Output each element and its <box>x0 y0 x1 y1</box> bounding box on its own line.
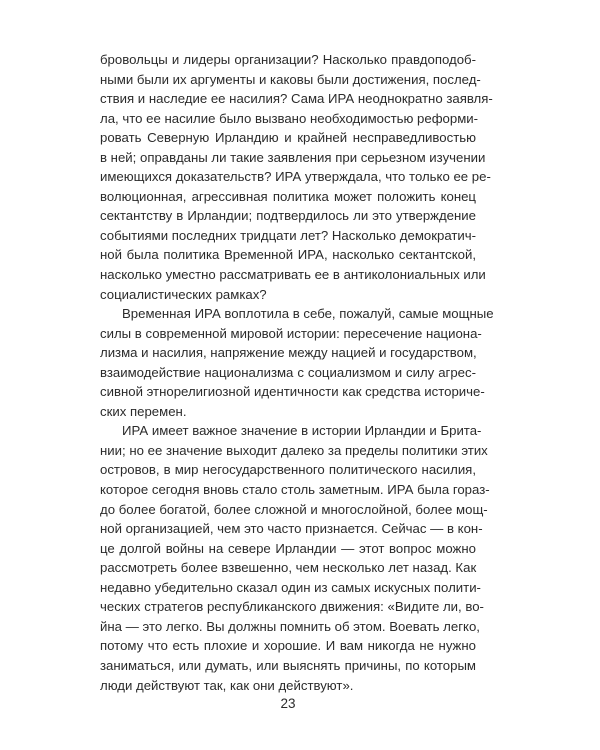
text-line: силы в современной мировой истории: пересечение национа- <box>100 325 482 341</box>
text-line: насколько уместно рассматривать ее в антиколониальных или <box>100 267 486 283</box>
text-line: ными были их аргументы и каковы были достижения, послед- <box>100 71 481 87</box>
text-line: рассмотреть более взвешенно, чем несколько лет назад. Как <box>100 560 477 576</box>
text-line: люди действуют так, как они действуют». <box>100 677 354 693</box>
text-line: ствия и наследие ее насилия? Сама ИРА неоднократно заявля- <box>100 91 493 107</box>
text-line: це долгой войны на севере Ирландии — этот вопрос можно <box>100 540 476 556</box>
text-line: островов, в мир негосударственного политического насилия, <box>100 462 476 478</box>
text-line: ИРА имеет важное значение в истории Ирландии и Брита- <box>122 423 482 439</box>
text-line: ной организацией, чем это часто признается. Сейчас — в кон- <box>100 521 483 537</box>
page-number: 23 <box>280 696 296 711</box>
text-line: волюционная, агрессивная политика может положить конец <box>100 188 476 204</box>
paragraph <box>100 304 494 421</box>
text-line: в ней; оправданы ли такие заявления при серьезном изучении <box>100 149 486 165</box>
text-line: ских перемен. <box>100 403 187 419</box>
text-line: до более богатой, более сложной и многослойной, более мощ- <box>100 501 488 517</box>
text-line: сектантству в Ирландии; подтвердилось ли это утверждение <box>100 208 476 224</box>
text-line: йна — это легко. Вы должны помнить об этом. Воевать легко, <box>100 618 480 634</box>
text-line: недавно убедительно сказал один из самых искусных полити- <box>100 579 481 595</box>
text-line: сивной этнорелигиозной идентичности как средства историче- <box>100 384 485 400</box>
text-line: событиями последних тридцати лет? Насколько демократич- <box>100 227 477 243</box>
paragraph <box>100 50 493 304</box>
text-line: имеющихся доказательств? ИРА утверждала, что только ее ре- <box>100 169 491 185</box>
body-text <box>100 50 494 695</box>
text-line: лизма и насилия, напряжение между нацией и государством, <box>100 345 477 361</box>
paragraph <box>100 421 490 695</box>
text-line: ческих стратегов республиканского движения: «Видите ли, во- <box>100 599 484 615</box>
text-line: заниматься, или думать, или выяснять причины, по которым <box>100 657 476 673</box>
text-line: ровать Северную Ирландию и крайней несправедливостью <box>100 130 476 146</box>
text-line: потому что есть плохие и хорошие. И вам никогда не нужно <box>100 638 476 654</box>
text-line: Временная ИРА воплотила в себе, пожалуй, самые мощные <box>122 306 494 322</box>
text-line: ной была политика Временной ИРА, насколько сектантской, <box>100 247 476 263</box>
text-line: взаимодействие национализма с социализмом и силу агрес- <box>100 364 476 380</box>
text-line: социалистических рамках? <box>100 286 267 302</box>
text-line: бровольцы и лидеры организации? Насколько правдоподоб- <box>100 52 476 67</box>
text-line: ла, что ее насилие было вызвано необходимостью реформи- <box>100 110 479 126</box>
text-line: нии; но ее значение выходит далеко за пределы политики этих <box>100 442 488 458</box>
text-line: которое сегодня вновь стало столь заметным. ИРА была гораз- <box>100 482 490 498</box>
